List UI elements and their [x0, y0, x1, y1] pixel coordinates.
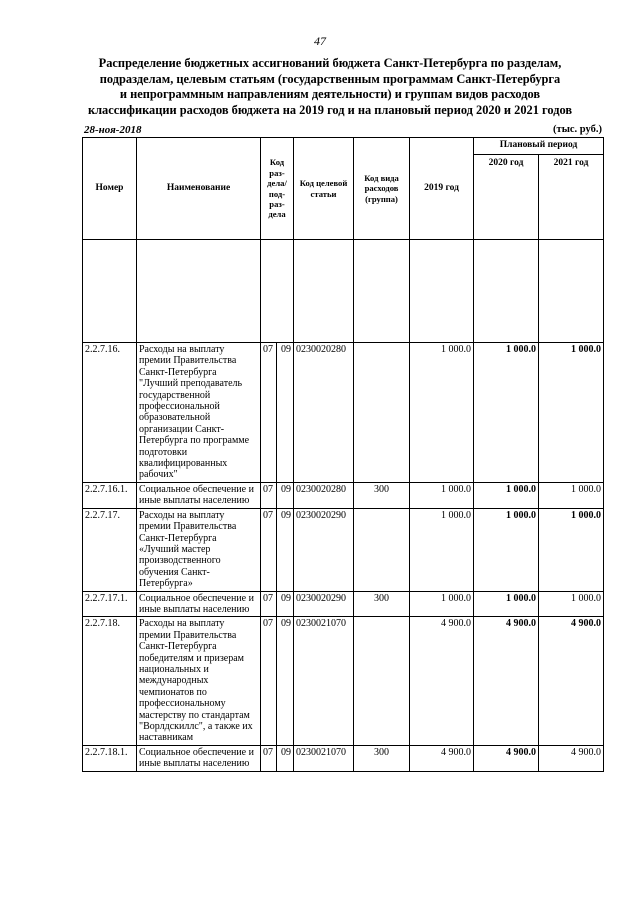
row-2020: 4 900.0: [474, 745, 539, 771]
row-2020: 1 000.0: [474, 591, 539, 617]
header-planned-period: Плановый период: [474, 138, 604, 155]
row-expense-type: [354, 617, 410, 745]
row-name: Социальное обеспечение и иные выплаты населению: [137, 482, 261, 508]
row-2019: 1 000.0: [410, 591, 474, 617]
row-target-code: 0230020290: [294, 508, 354, 591]
row-name: Расходы на выплату премии Правительства Санкт-Петербурга «Лучший мастер производственного обучения Санкт-Петербурга»: [137, 508, 261, 591]
page-number: 47: [314, 34, 326, 48]
row-number: 2.2.7.18.1.: [83, 745, 137, 771]
header-section-code: Код раз- дела/ под- раз- дела: [261, 138, 294, 240]
row-2019: 4 900.0: [410, 745, 474, 771]
row-expense-type: 300: [354, 482, 410, 508]
row-section: 07: [261, 745, 277, 771]
row-subsection: 09: [277, 745, 294, 771]
row-number: 2.2.7.18.: [83, 617, 137, 745]
row-expense-type: 300: [354, 745, 410, 771]
row-2020: 4 900.0: [474, 617, 539, 745]
row-number: 2.2.7.17.: [83, 508, 137, 591]
document-title: [70, 56, 590, 118]
row-2019: 1 000.0: [410, 508, 474, 591]
table-row: [83, 745, 604, 771]
table-row: [83, 343, 604, 483]
row-target-code: 0230021070: [294, 745, 354, 771]
row-subsection: 09: [277, 508, 294, 591]
row-2021: 1 000.0: [539, 591, 604, 617]
header-2021: 2021 год: [539, 155, 604, 240]
title-line: классификации расходов бюджета на 2019 год и на плановый период 2020 и 2021 годов: [87, 102, 573, 117]
row-section: 07: [261, 617, 277, 745]
row-target-code: 0230020290: [294, 591, 354, 617]
row-2021: 4 900.0: [539, 617, 604, 745]
row-name: Социальное обеспечение и иные выплаты населению: [137, 745, 261, 771]
row-2021: 1 000.0: [539, 343, 604, 483]
row-section: 07: [261, 508, 277, 591]
row-target-code: 0230020280: [294, 343, 354, 483]
row-2019: 1 000.0: [410, 343, 474, 483]
row-target-code: 0230020280: [294, 482, 354, 508]
row-2020: 1 000.0: [474, 482, 539, 508]
row-number: 2.2.7.16.: [83, 343, 137, 483]
row-subsection: 09: [277, 482, 294, 508]
row-2019: 1 000.0: [410, 482, 474, 508]
row-section: 07: [261, 482, 277, 508]
header-target-code: Код целевой статьи: [294, 138, 354, 240]
row-2021: 1 000.0: [539, 508, 604, 591]
row-name: Социальное обеспечение и иные выплаты населению: [137, 591, 261, 617]
row-2019: 4 900.0: [410, 617, 474, 745]
row-expense-type: 300: [354, 591, 410, 617]
row-2020: 1 000.0: [474, 508, 539, 591]
header-number: Номер: [83, 138, 137, 240]
row-target-code: 0230021070: [294, 617, 354, 745]
header-row: [83, 138, 604, 155]
row-subsection: 09: [277, 617, 294, 745]
row-number: 2.2.7.17.1.: [83, 591, 137, 617]
title-line: и непрограммным направлениям деятельности) и группам видов расходов: [119, 87, 541, 101]
title-line: Распределение бюджетных ассигнований бюджета Санкт-Петербурга по разделам,: [98, 56, 562, 70]
row-expense-type: [354, 343, 410, 483]
row-subsection: 09: [277, 343, 294, 483]
table-row: [83, 617, 604, 745]
row-expense-type: [354, 508, 410, 591]
table-row: [83, 591, 604, 617]
budget-table: [82, 137, 604, 772]
row-subsection: 09: [277, 591, 294, 617]
header-name: Наименование: [137, 138, 261, 240]
header-expense-type: Код вида расходов (группа): [354, 138, 410, 240]
row-name: Расходы на выплату премии Правительства Санкт-Петербурга победителям и призерам национальных и международных чемпионатов по профессиональному мастерству по стандартам "Ворлдскиллс", а также их наставникам: [137, 617, 261, 745]
row-section: 07: [261, 343, 277, 483]
row-2021: 1 000.0: [539, 482, 604, 508]
row-2021: 4 900.0: [539, 745, 604, 771]
row-name: Расходы на выплату премии Правительства Санкт-Петербурга "Лучший преподаватель государственной профессиональной образовательной организации Санкт-Петербурга по программе подготовки квалифицированных рабочих": [137, 343, 261, 483]
units-label: (тыс. руб.): [553, 124, 602, 135]
spacer-row: [83, 240, 604, 343]
table-row: [83, 508, 604, 591]
document-date: 28-ноя-2018: [84, 124, 142, 136]
header-2020: 2020 год: [474, 155, 539, 240]
title-line: подразделам, целевым статьям (государственным программам Санкт-Петербурга: [99, 71, 561, 86]
row-number: 2.2.7.16.1.: [83, 482, 137, 508]
header-2019: 2019 год: [410, 138, 474, 240]
row-section: 07: [261, 591, 277, 617]
table-row: [83, 482, 604, 508]
row-2020: 1 000.0: [474, 343, 539, 483]
